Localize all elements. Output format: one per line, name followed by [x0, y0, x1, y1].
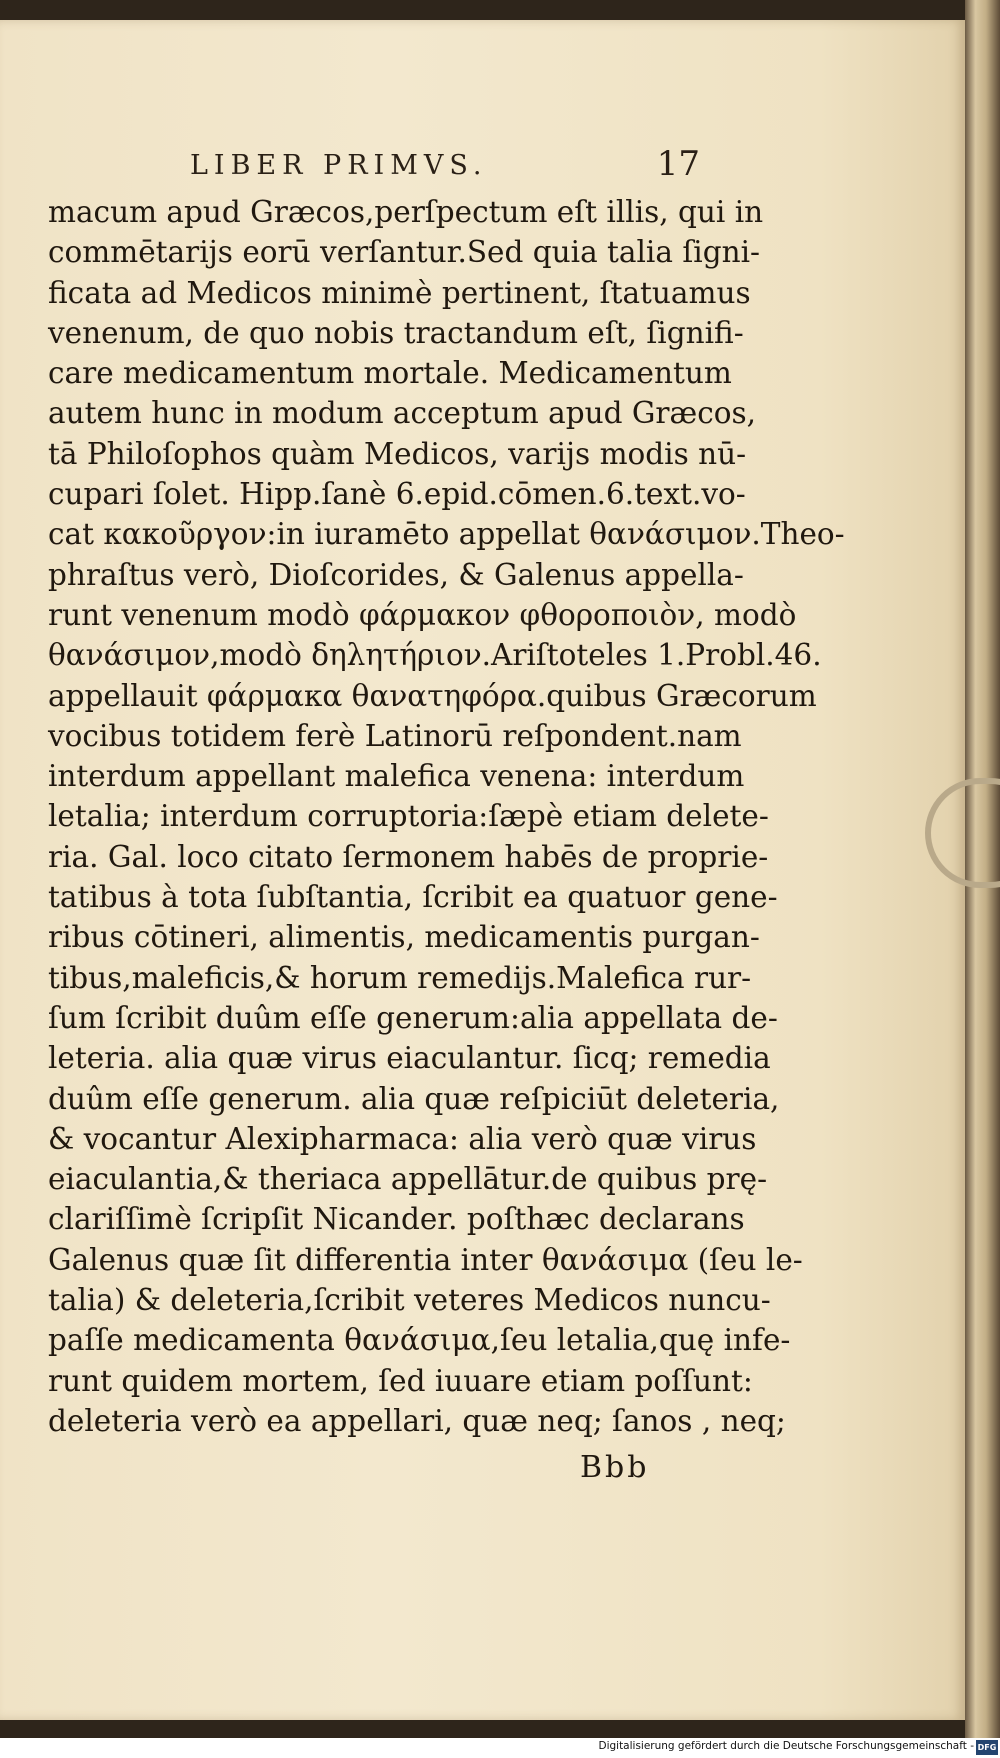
text-line: phraſtus verò, Dioſcorides, & Galenus appella- — [48, 557, 744, 592]
text-line: vocibus totidem ferè Latinorū reſpondent.nam — [48, 718, 742, 753]
text-line: tatibus à tota ſubſtantia, ſcribit ea quatuor gene- — [48, 880, 778, 915]
dfg-logo-icon: DFG — [976, 1740, 998, 1755]
text-line: ſum ſcribit duûm eſſe generum:alia appellata de- — [48, 1000, 778, 1035]
text-line: runt quidem mortem, ſed iuuare etiam poſſunt: — [48, 1363, 753, 1398]
signature-mark: Bbb — [580, 1450, 650, 1485]
text-line: Galenus quæ ſit differentia inter θανάσιμα (ſeu le- — [48, 1242, 803, 1277]
text-line: venenum, de quo nobis tractandum eſt, ſignifi- — [48, 315, 744, 350]
text-line: macum apud Græcos,perſpectum eſt illis, qui in — [48, 195, 764, 229]
text-line: talia) & deleteria,ſcribit veteres Medicos nuncu- — [48, 1283, 771, 1318]
body-text — [48, 192, 845, 1441]
text-line: care medicamentum mortale. Medicamentum — [48, 356, 732, 391]
text-line: deleteria verò ea appellari, quæ neq; ſanos , neq; — [48, 1403, 786, 1438]
text-line: appellauit φάρμακα θανατηφόρα.quibus Græcorum — [48, 678, 817, 713]
text-line: leteria. alia quæ virus eiaculantur. ſicq; remedia — [48, 1041, 771, 1076]
text-line: cat κακοῦργον:in iuramēto appellat θανάσιμον.Theo- — [48, 517, 845, 552]
text-line: θανάσιμον,modò δηλητήριον.Ariſtoteles 1.Probl.46. — [48, 638, 822, 673]
text-line: & vocantur Alexipharmaca: alia verò quæ virus — [48, 1121, 757, 1156]
text-line: autem hunc in modum acceptum apud Græcos, — [48, 396, 757, 431]
footer-bar — [0, 1738, 1000, 1758]
page-header — [190, 144, 710, 190]
text-line: letalia; interdum corruptoria:ſæpè etiam delete- — [48, 799, 769, 834]
text-line: tā Philoſophos quàm Medicos, varijs modis nū- — [48, 436, 747, 471]
page-number: 17 — [656, 144, 700, 184]
running-head: LIBER PRIMVS. — [190, 150, 488, 181]
text-line: duûm eſſe generum. alia quæ reſpiciūt deleteria, — [48, 1081, 780, 1116]
book-page — [0, 20, 965, 1720]
text-line: eiaculantia,& theriaca appellātur.de quibus prę- — [48, 1162, 768, 1197]
text-line: ribus cōtineri, alimentis, medicamentis purgan- — [48, 920, 760, 955]
text-line: clariſſimè ſcripſit Nicander. poſthæc declarans — [48, 1202, 745, 1237]
text-line: cupari ſolet. Hipp.ſanè 6.epid.cōmen.6.text.vo- — [48, 477, 746, 512]
digitization-credit: Digitalisierung gefördert durch die Deutsche Forschungsgemeinschaft - — [598, 1740, 974, 1752]
text-line: tibus,maleficis,& horum remedijs.Malefica rur- — [48, 960, 752, 995]
text-line: paſſe medicamenta θανάσιμα,ſeu letalia,quę infe- — [48, 1323, 791, 1358]
text-line: ficata ad Medicos minimè pertinent, ſtatuamus — [48, 275, 751, 310]
text-line: commētarijs eorū verſantur.Sed quia talia ſigni- — [48, 235, 760, 270]
text-line: interdum appellant malefica venena: interdum — [48, 759, 745, 794]
text-line: runt venenum modò φάρμακον φθοροποιὸν, modò — [48, 597, 797, 632]
text-line: ria. Gal. loco citato ſermonem habēs de proprie- — [48, 839, 769, 874]
